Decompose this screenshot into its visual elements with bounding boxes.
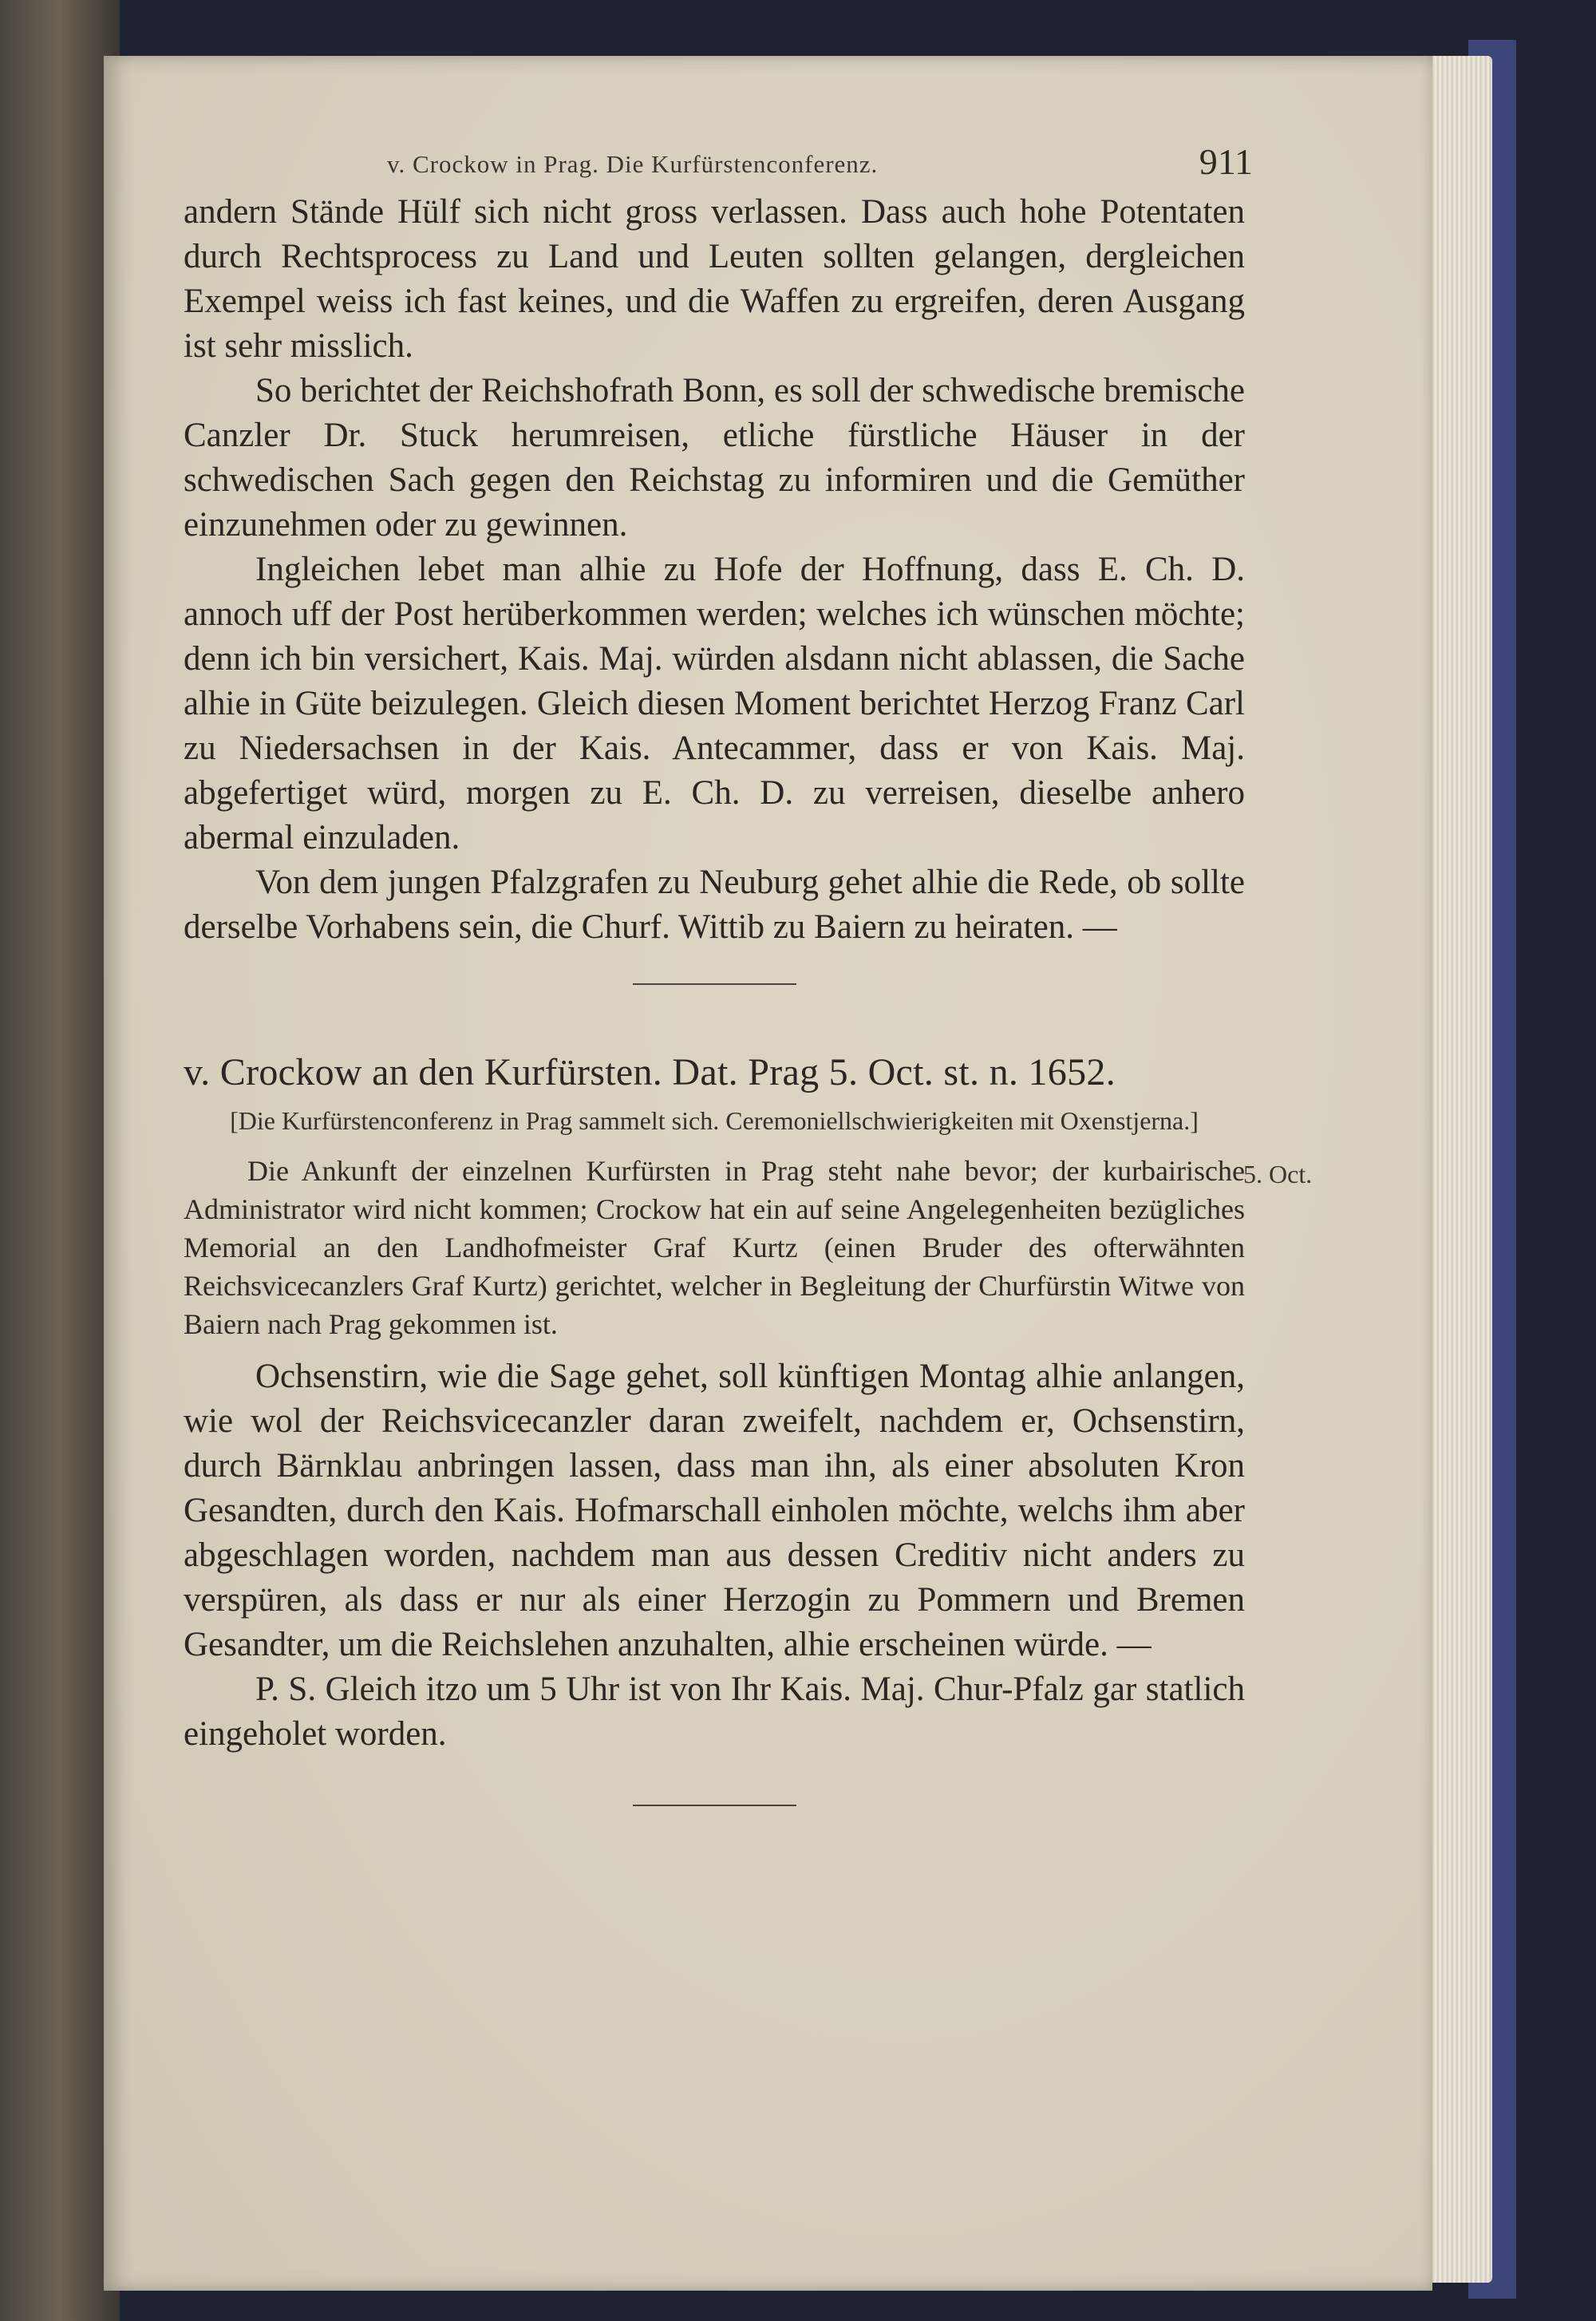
abstract-paragraph: Die Ankunft der einzelnen Kurfürsten in Prag steht nahe bevor; der kurbairische Administrator wird nicht kommen; Crockow hat ein auf seine Angelegenheiten bezügliches Memorial an den Landhofmeister Graf Kurtz (einen Bruder des ofterwähnten Reichsvicecanzlers Graf Kurtz) gerichtet, welcher in Begleitung der Churfürstin Witwe von Baiern nach Prag gekommen ist. [184,1155,1245,1340]
margin-date-note: 5. Oct. [1243,1160,1313,1188]
page-number: 911 [1199,141,1253,182]
section-divider [633,983,796,985]
page-header [184,120,1253,182]
letter-heading: v. Crockow an den Kurfürsten. Dat. Prag 5. Oct. st. n. 1652. [184,1051,1116,1093]
running-title: v. Crockow in Prag. Die Kurfürstenconferenz. [387,150,879,178]
letter-abstract [184,1152,1313,1343]
letter-summary: [Die Kurfürstenconferenz in Prag sammelt sich. Ceremoniellschwierigkeiten mit Oxenstjerna.] [230,1106,1199,1135]
page-block-edges [1428,56,1492,2283]
section-1-text [184,190,1245,950]
paragraph: Von dem jungen Pfalzgrafen zu Neuburg gehet alhie die Rede, ob sollte derselbe Vorhabens sein, die Churf. Wittib zu Baiern zu heiraten. — [184,864,1245,946]
page-content [184,120,1313,1806]
paragraph: P. S. Gleich itzo um 5 Uhr ist von Ihr Kais. Maj. Chur-Pfalz gar statlich eingeholet worden. [184,1671,1245,1753]
paragraph: Ochsenstirn, wie die Sage gehet, soll künftigen Montag alhie anlangen, wie wol der Reichsvicecanzler daran zweifelt, nachdem er, Ochsenstirn, durch Bärnklau anbringen lassen, dass man ihn, als einer absoluten Kron Gesandten, durch den Kais. Hofmarschall einholen möchte, welchs ihm aber abgeschlagen worden, nachdem man aus dessen Creditiv nicht anders zu verspüren, als dass er nur als einer Herzogin zu Pommern und Bremen Gesandter, um die Reichslehen anzuhalten, alhie erscheinen würde. — [184,1358,1245,1663]
section-2-text [184,1354,1245,1757]
paragraph: andern Stände Hülf sich nicht gross verlassen. Dass auch hohe Potentaten durch Rechtsprocess zu Land und Leuten sollten gelangen, dergleichen Exempel weiss ich fast keines, und die Waffen zu ergreifen, deren Ausgang ist sehr misslich. [184,193,1245,365]
section-divider [633,1805,796,1806]
adjacent-page-edge [0,0,120,2321]
paragraph: So berichtet der Reichshofrath Bonn, es soll der schwedische bremische Canzler Dr. Stuck herumreisen, etliche fürstliche Häuser in der schwedischen Sach gegen den Reichstag zu informiren und die Gemüther einzunehmen oder zu gewinnen. [184,372,1245,544]
paragraph: Ingleichen lebet man alhie zu Hofe der Hoffnung, dass E. Ch. D. annoch uff der Post herüberkommen werden; welches ich wünschen möchte; denn ich bin versichert, Kais. Maj. würden alsdann nicht ablassen, die Sache alhie in Güte beizulegen. Gleich diesen Moment berichtet Herzog Franz Carl zu Niedersachsen in der Kais. Antecammer, dass er von Kais. Maj. abgefertiget würd, morgen zu E. Ch. D. zu verreisen, dieselbe anhero abermal einzuladen. [184,551,1245,856]
